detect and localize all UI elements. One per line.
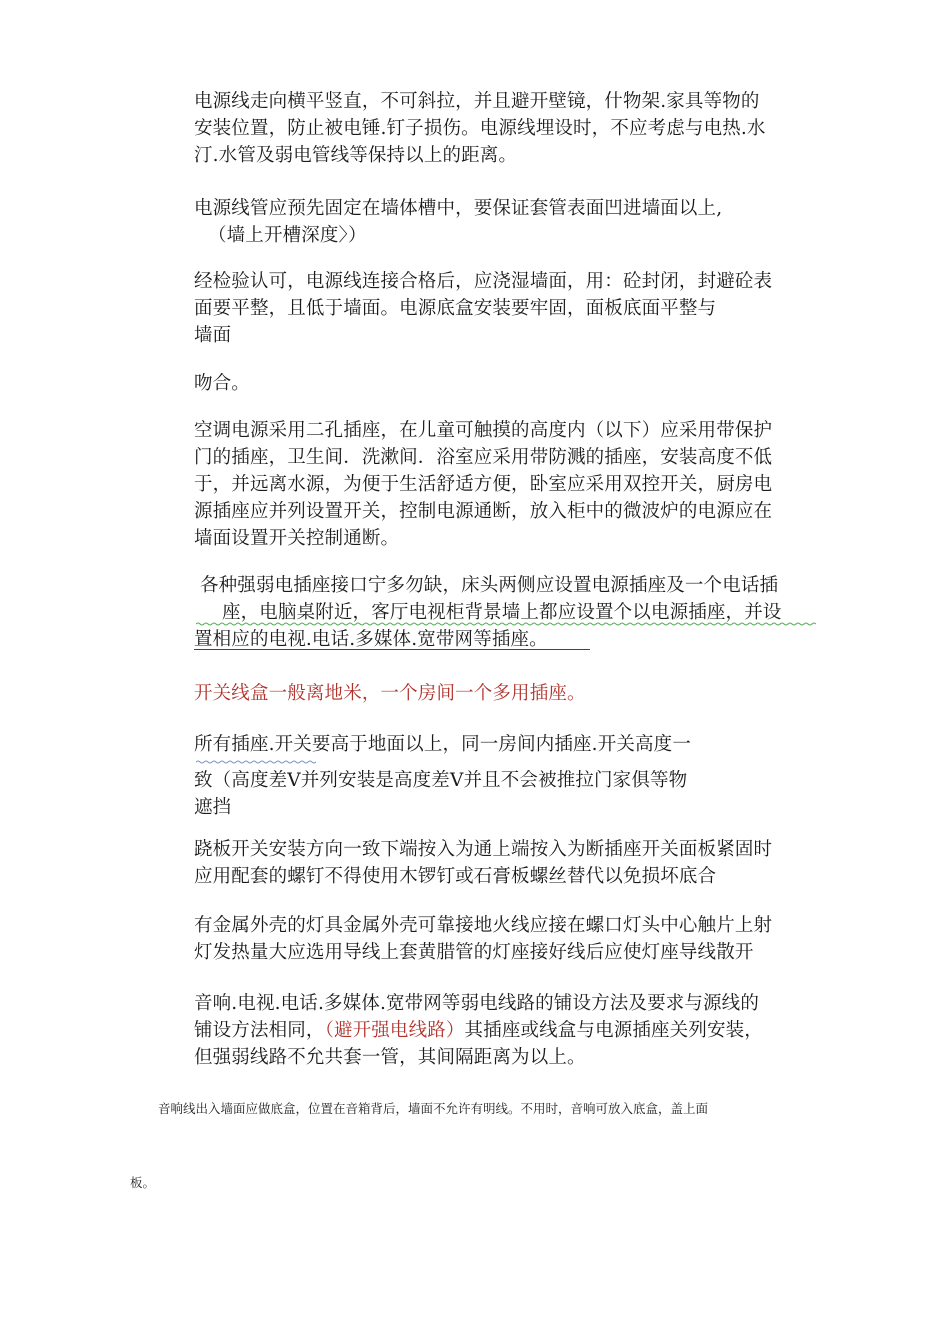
text-line: 空调电源采用二孔插座，在儿童可触摸的高度内（以下）应采用带保护 bbox=[194, 420, 773, 441]
paragraph-weak-current bbox=[194, 990, 763, 1071]
text-line: 源插座应并列设置开关，控制电源通断，放入柜中的微波炉的电源应在 bbox=[194, 501, 773, 522]
text-segment: 铺设方法相同， bbox=[194, 1020, 325, 1041]
text-line: （墙上开槽深度〉） bbox=[208, 225, 367, 246]
text-line: 墙面 bbox=[194, 325, 232, 346]
text-line: 墙面设置开关控制通断。 bbox=[194, 528, 400, 549]
text-line: 所有插座.开关要高于地面以上，同一房间内插座.开关高度一 bbox=[194, 734, 691, 755]
underline-rule bbox=[194, 649, 590, 650]
paragraph-socket-safety bbox=[194, 417, 772, 552]
spellcheck-underline bbox=[196, 622, 816, 626]
text-line: 汀.水管及弱电管线等保持以上的距离。 bbox=[194, 145, 518, 166]
paragraph-end bbox=[130, 1174, 155, 1192]
paragraph-flush bbox=[194, 370, 250, 397]
text-line: 电源线管应预先固定在墙体槽中，要保证套管表面凹进墙面以上, bbox=[194, 198, 723, 219]
text-line: 安装位置，防止被电锤.钉子损伤。电源线埋设时，不应考虑与电热.水 bbox=[194, 118, 766, 139]
paragraph-switch-box bbox=[194, 680, 586, 707]
text-line: 面要平整，且低于墙面。电源底盒安装要牢固，面板底面平整与 bbox=[194, 298, 717, 319]
paragraph-conduit bbox=[194, 195, 722, 249]
paragraph-sealing bbox=[194, 268, 772, 349]
text-line: 致（高度差Ⅴ并列安装是高度差Ⅴ并且不会被推拉门家俱等物 bbox=[194, 770, 688, 791]
highlighted-text: （避开强电线路） bbox=[324, 1020, 465, 1041]
text-line: 各种强弱电插座接口宁多勿缺，床头两侧应设置电源插座及一个电话插 bbox=[200, 575, 779, 596]
text-line: 开关线盒一般离地米，一个房间一个多用插座。 bbox=[194, 683, 586, 704]
text-line: 置相应的电视.电话.多媒体.宽带网等插座。 bbox=[194, 629, 548, 650]
paragraph-socket-count bbox=[194, 572, 782, 653]
text-line: 跷板开关安装方向一致下端按入为通上端按入为断插座开关面板紧固时 bbox=[194, 839, 773, 860]
text-line: 经检验认可，电源线连接合格后，应浇湿墙面，用：砼封闭，封避砼表 bbox=[194, 271, 773, 292]
paragraph-speaker-wire bbox=[158, 1100, 708, 1118]
paragraph-lamp-grounding bbox=[194, 912, 772, 966]
text-line: 门的插座，卫生间．洗漱间．浴室应采用带防溅的插座，安装高度不低 bbox=[194, 447, 773, 468]
paragraph-wiring-route bbox=[194, 88, 766, 169]
text-line: 应用配套的螺钉不得使用木锣钉或石膏板螺丝替代以免损坏底合 bbox=[194, 866, 717, 887]
text-line: 座，电脑桌附近，客厅电视柜背景墙上都应设置个以电源插座，并设 bbox=[222, 602, 782, 623]
text-line: 有金属外壳的灯具金属外壳可靠接地火线应接在螺口灯头中心触片上射 bbox=[194, 915, 773, 936]
text-line: 但强弱线路不允共套一管，其间隔距离为以上。 bbox=[194, 1047, 586, 1068]
text-line: 遮挡 bbox=[194, 797, 232, 818]
text-line: 板。 bbox=[130, 1175, 156, 1190]
text-line: 灯发热量大应选用导线上套黄腊管的灯座接好线后应使灯座导线散开 bbox=[194, 942, 754, 963]
text-line bbox=[194, 1017, 763, 1044]
text-line: 音响线出入墙面应做底盒，位置在音箱背后，墙面不允许有明线。不用时，音响可放入底盒，盖上面 bbox=[158, 1101, 709, 1116]
text-line: 于，并远离水源，为便于生活舒适方便，卧室应采用双控开关，厨房电 bbox=[194, 474, 773, 495]
text-line: 电源线走向横平竖直，不可斜拉，并且避开壁镜，什物架.家具等物的 bbox=[194, 91, 760, 112]
text-line: 音响.电视.电话.多媒体.宽带网等弱电线路的铺设方法及要求与源线的 bbox=[194, 993, 759, 1014]
text-line: 吻合。 bbox=[194, 373, 250, 394]
paragraph-socket-height bbox=[194, 731, 691, 821]
spellcheck-underline bbox=[196, 760, 316, 764]
paragraph-rocker-switch bbox=[194, 836, 772, 890]
text-segment: 其插座或线盒与电源插座关列安装， bbox=[464, 1020, 763, 1041]
